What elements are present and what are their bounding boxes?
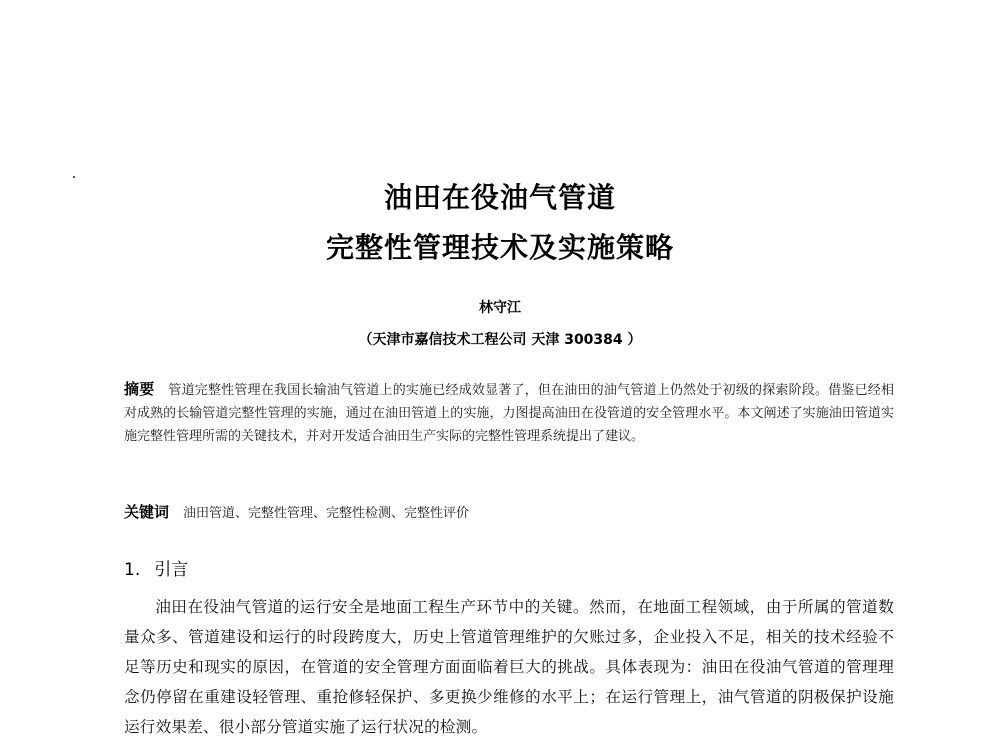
keywords-label: 关键词 [124,503,170,521]
abstract-label: 摘要 [124,380,155,398]
keywords-text: 油田管道、完整性管理、完整性检测、完整性评价 [183,506,470,521]
abstract-block [124,378,894,448]
abstract-text: 管道完整性管理在我国长输油气管道上的实施已经成效显著了，但在油田的油气管道上仍然处于初级的探索阶段。借鉴已经相对成熟的长输管道完整性管理的实施，通过在油田管道上的实施，力图提高油田在役管道的安全管理水平。本文阐述了实施油田管道实施完整性管理所需的关键技术，并对开发适合油田生产实际的完整性管理系统提出了建议。 [124,383,894,444]
paper-title-line-2: 完整性管理技术及实施策略 [325,231,674,264]
author-affiliation: （天津市嘉信技术工程公司 天津 300384 ） [358,332,642,348]
section-1-title: 引言 [154,560,189,580]
section-1-heading [124,555,188,580]
author-name: 林守江 [479,300,521,316]
paper-title-line-1: 油田在役油气管道 [383,181,616,214]
section-1-number: 1. [124,560,141,580]
keywords-block [124,501,894,525]
section-1-paragraph: 油田在役油气管道的运行安全是地面工程生产环节中的关键。然而，在地面工程领域，由于所属的管道数量众多、管道建设和运行的时段跨度大，历史上管道管理维护的欠账过多，企业投入不足，相关的技术经验不足等历史和现实的原因，在管道的安全管理方面面临着巨大的挑战。具体表现为：油田在役油气管道的管理理念仍停留在重建设轻管理、重抢修轻保护、多更换少维修的水平上；在运行管理上，油气管道的阴极保护设施运行效果差、很小部分管道实施了运行状况的检测。 [124,598,894,736]
